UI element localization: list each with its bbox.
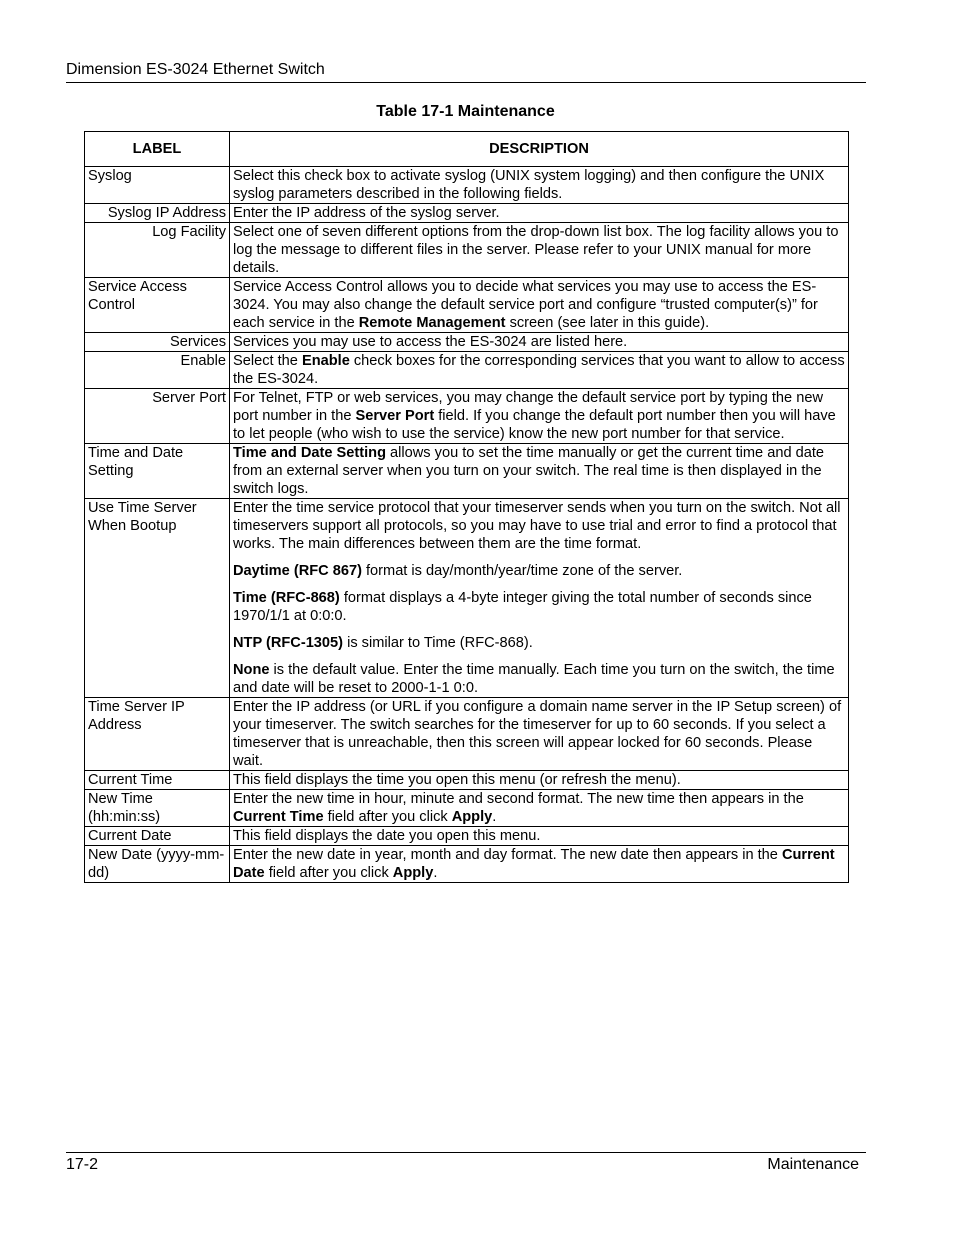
page-header-title: Dimension ES-3024 Ethernet Switch <box>66 61 325 78</box>
description-text: Service Access Control allows you to decide what services you may use to access the ES-3024. You may also change the default service port and configure “trusted computer(s)” for each service in the <box>233 279 818 331</box>
table-row <box>85 444 849 499</box>
table-row <box>85 167 849 204</box>
description-paragraph <box>233 444 845 498</box>
description-paragraph <box>233 223 845 277</box>
row-description <box>230 790 849 827</box>
description-text: check boxes for the corresponding services that you want to allow to access the ES-3024. <box>233 353 845 387</box>
row-description <box>230 333 849 352</box>
row-label: Time Server IP Address <box>85 698 230 771</box>
table-row <box>85 389 849 444</box>
description-paragraph <box>233 827 845 845</box>
row-label: Service Access Control <box>85 278 230 333</box>
row-label: Current Date <box>85 827 230 846</box>
description-paragraph <box>233 352 845 388</box>
maintenance-table <box>84 131 849 883</box>
description-paragraph <box>233 790 845 826</box>
table-row <box>85 352 849 389</box>
table-row <box>85 698 849 771</box>
page-header <box>66 58 866 83</box>
description-paragraph <box>233 167 845 203</box>
row-description <box>230 389 849 444</box>
description-paragraph <box>233 562 845 580</box>
description-paragraph <box>233 634 845 652</box>
description-column-header: DESCRIPTION <box>230 132 849 167</box>
table-row <box>85 846 849 883</box>
bold-term: Current Date <box>233 847 835 881</box>
bold-term: Time and Date Setting <box>233 445 386 461</box>
row-label: Log Facility <box>85 223 230 278</box>
row-description <box>230 352 849 389</box>
description-paragraph <box>233 278 845 332</box>
description-text: . <box>492 809 497 825</box>
description-text: This field displays the date you open this menu. <box>233 828 541 844</box>
description-paragraph <box>233 333 845 351</box>
bold-term: None <box>233 662 270 678</box>
bold-term: Apply <box>392 865 434 881</box>
row-label: Syslog IP Address <box>85 204 230 223</box>
row-description <box>230 167 849 204</box>
table-row <box>85 499 849 698</box>
description-text: format displays a 4-byte integer giving the total number of seconds since 1970/1/1 at 0:0:0. <box>233 590 812 624</box>
table-row <box>85 771 849 790</box>
bold-term: Remote Management <box>358 315 506 331</box>
description-text: Enter the IP address of the syslog server. <box>233 205 500 221</box>
bold-term: Time (RFC-868) <box>233 590 340 606</box>
description-text: screen (see later in this guide). <box>505 315 710 331</box>
row-description <box>230 827 849 846</box>
bold-term: Current Time <box>233 809 324 825</box>
row-description <box>230 846 849 883</box>
description-text: is similar to Time (RFC-868). <box>343 635 533 651</box>
row-label: New Date (yyyy-mm-dd) <box>85 846 230 883</box>
label-column-header: LABEL <box>85 132 230 167</box>
description-text: format is day/month/year/time zone of the server. <box>361 563 683 579</box>
description-text: Enter the new time in hour, minute and second format. The new time then appears in the <box>233 791 804 807</box>
description-text: field after you click <box>323 809 452 825</box>
description-text: . <box>433 865 438 881</box>
description-text: Enter the new date in year, month and day format. The new date then appears in the <box>233 847 782 863</box>
description-text: Enter the time service protocol that your timeserver sends when you turn on the switch. Not all timeservers support all protocols, so you may have to use trial and error to find a protocol that works. The main differences between them are the time format. <box>233 500 841 552</box>
description-text: field after you click <box>264 865 393 881</box>
description-text: Enter the IP address (or URL if you configure a domain name server in the IP Setup screen) of your timeserver. The switch searches for the timeserver for up to 60 seconds. If you select a timeserver that is unreachable, then this screen will appear locked for 60 seconds. Please wait. <box>233 699 842 769</box>
row-label: Syslog <box>85 167 230 204</box>
row-label: Time and Date Setting <box>85 444 230 499</box>
description-paragraph <box>233 661 845 697</box>
row-label: Services <box>85 333 230 352</box>
row-label: Enable <box>85 352 230 389</box>
row-description <box>230 771 849 790</box>
description-text: This field displays the time you open this menu (or refresh the menu). <box>233 772 681 788</box>
description-paragraph <box>233 389 845 443</box>
description-paragraph <box>233 499 845 553</box>
row-description <box>230 278 849 333</box>
description-text: is the default value. Enter the time manually. Each time you turn on the switch, the time and date will be reset to 2000-1-1 0:0. <box>233 662 835 696</box>
description-text: Select one of seven different options from the drop-down list box. The log facility allows you to log the message to different files in the server. Please refer to your UNIX manual for more details. <box>233 224 839 276</box>
section-name: Maintenance <box>767 1156 859 1173</box>
page-footer <box>66 1152 866 1173</box>
page-number: 17-2 <box>66 1156 99 1173</box>
table-row <box>85 223 849 278</box>
row-label: Current Time <box>85 771 230 790</box>
row-description <box>230 204 849 223</box>
table-row <box>85 333 849 352</box>
description-text: For Telnet, FTP or web services, you may change the default service port by typing the new port number in the <box>233 390 823 424</box>
row-label: New Time (hh:min:ss) <box>85 790 230 827</box>
table-row <box>85 790 849 827</box>
bold-term: Server Port <box>355 408 435 424</box>
description-paragraph <box>233 846 845 882</box>
bold-term: NTP (RFC-1305) <box>233 635 344 651</box>
table-row <box>85 204 849 223</box>
row-description <box>230 698 849 771</box>
description-paragraph <box>233 698 845 770</box>
description-text: allows you to set the time manually or get the current time and date from an external server when you turn on your switch. The real time is then displayed in the switch logs. <box>233 445 825 497</box>
table-row <box>85 827 849 846</box>
table-row <box>85 278 849 333</box>
table-header-row <box>85 132 849 167</box>
bold-term: Enable <box>301 353 350 369</box>
row-description <box>230 499 849 698</box>
table-caption: Table 17-1 Maintenance <box>376 103 555 120</box>
bold-term: Daytime (RFC 867) <box>233 563 362 579</box>
description-paragraph <box>233 771 845 789</box>
row-description <box>230 444 849 499</box>
table-body <box>85 167 849 883</box>
row-label: Use Time Server When Bootup <box>85 499 230 698</box>
row-description <box>230 223 849 278</box>
description-paragraph <box>233 589 845 625</box>
description-text: Select the <box>233 353 302 369</box>
description-text: Select this check box to activate syslog (UNIX system logging) and then configure the UNIX syslog parameters described in the following fields. <box>233 168 825 202</box>
row-label: Server Port <box>85 389 230 444</box>
description-text: field. If you change the default port number then you will have to let people (who wish to use the service) know the new port number for that service. <box>233 408 836 442</box>
bold-term: Apply <box>451 809 493 825</box>
description-paragraph <box>233 204 845 222</box>
description-text: Services you may use to access the ES-3024 are listed here. <box>233 334 628 350</box>
